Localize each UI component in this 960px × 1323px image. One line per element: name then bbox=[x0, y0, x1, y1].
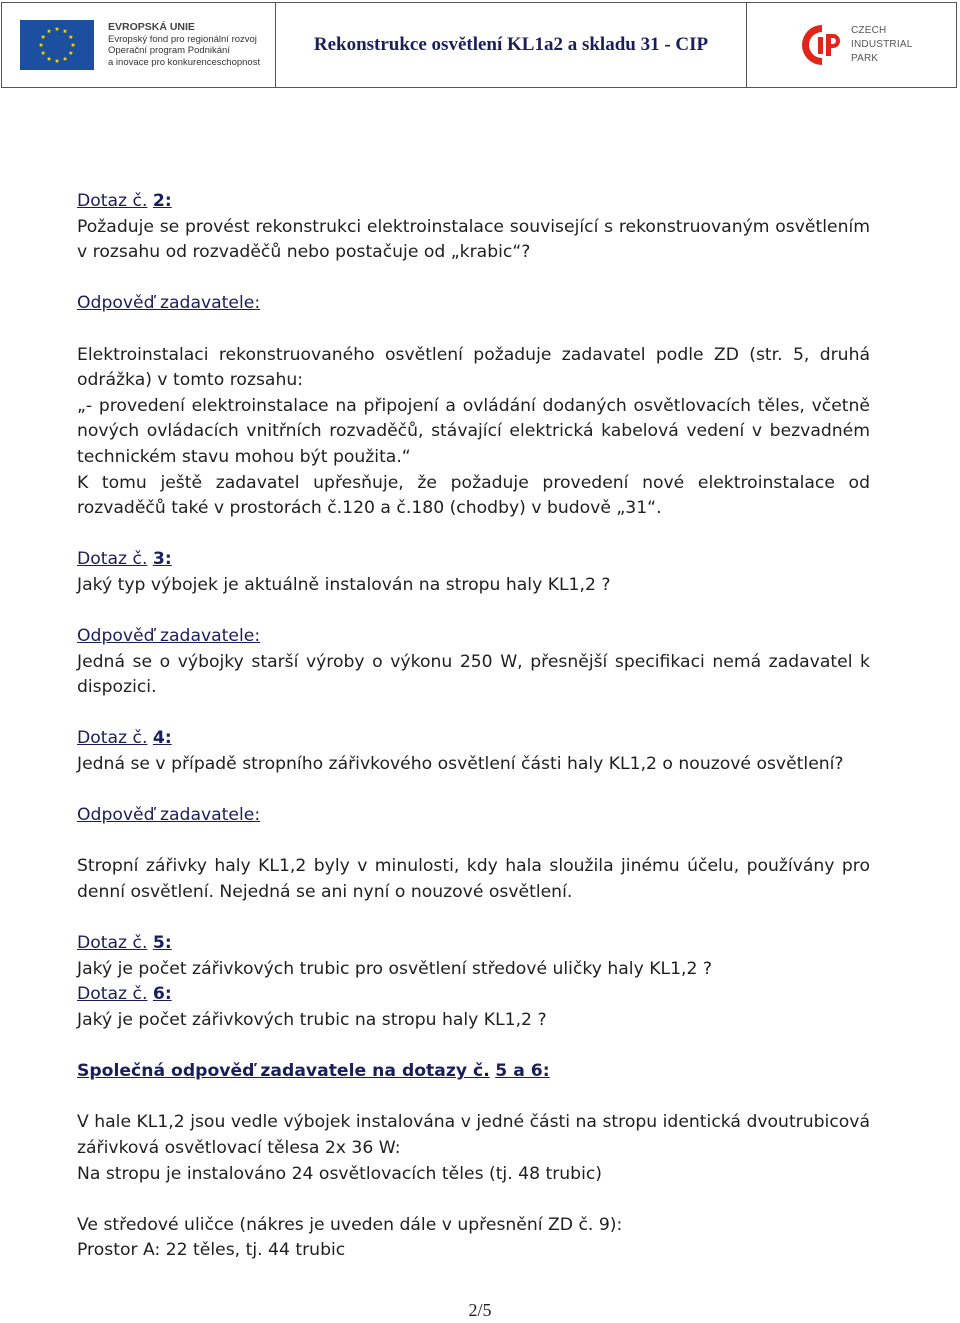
joint-answer-heading bbox=[77, 1059, 870, 1085]
cip-logo-text bbox=[851, 24, 912, 66]
page-header bbox=[1, 2, 957, 88]
eu-star-icon bbox=[63, 29, 68, 34]
joint-answer-numbers: 5 a 6: bbox=[495, 1061, 550, 1082]
eu-star-icon bbox=[55, 27, 60, 32]
question-5-heading bbox=[77, 931, 870, 957]
answer-2-paragraph-2: „- provedení elektroinstalace na připojení a ovládání dodaných osvětlovacích těles, včetně nových ovládacích vnitřních rozvaděčů, stávající elektrická kabelová vedení v bezvadném technickém stavu mohou být použita.“ bbox=[77, 395, 870, 467]
cip-logo-line3: PARK bbox=[851, 53, 879, 64]
eu-star-icon bbox=[63, 56, 68, 61]
eu-logo-line1: EVROPSKÁ UNIE bbox=[108, 21, 195, 33]
question-3-text: Jaký typ výbojek je aktuálně instalován na stropu haly KL1,2 ? bbox=[77, 574, 611, 595]
cip-logo-line1: CZECH bbox=[851, 25, 887, 36]
joint-answer-paragraph-1: V hale KL1,2 jsou vedle výbojek instalována v jedné části na stropu identická dvoutrubicová zářivková osvětlovací tělesa 2x 36 W: bbox=[77, 1112, 870, 1158]
document-body bbox=[77, 189, 870, 1264]
cip-logo-icon bbox=[797, 20, 847, 70]
answer-2-heading bbox=[77, 291, 870, 317]
question-label: Dotaz č. bbox=[77, 549, 148, 570]
question-4-heading bbox=[77, 726, 870, 752]
answer-label: Odpověď zadavatele: bbox=[77, 805, 261, 826]
joint-answer-paragraph-3: Ve středové uličce (nákres je uveden dále v upřesnění ZD č. 9): bbox=[77, 1214, 623, 1235]
eu-logo-line4: a inovace pro konkurenceschopnost bbox=[108, 56, 261, 68]
answer-4-text: Stropní zářivky haly KL1,2 byly v minulosti, kdy hala sloužila jinému účelu, používány pro denní osvětlení. Nejedná se ani nyní o nouzové osvětlení. bbox=[77, 856, 870, 903]
question-2-text: Požaduje se provést rekonstrukci elektroinstalace související s rekonstruovaným osvětlením v rozsahu od rozvaděčů nebo postačuje od „krabic“? bbox=[77, 216, 870, 263]
eu-logo-line2: Evropský fond pro regionální rozvoj bbox=[108, 33, 257, 45]
eu-star-icon bbox=[41, 35, 46, 40]
question-number: 6: bbox=[152, 984, 172, 1005]
header-title-cell bbox=[276, 3, 747, 87]
answer-4-heading bbox=[77, 803, 870, 829]
eu-star-icon bbox=[47, 56, 52, 61]
question-4-text: Jedná se v případě stropního zářivkového osvětlení části haly KL1,2 o nouzové osvětlení? bbox=[77, 754, 844, 775]
eu-star-icon bbox=[47, 29, 52, 34]
eu-logo bbox=[2, 3, 276, 87]
eu-logo-line3: Operační program Podnikání bbox=[108, 45, 230, 56]
eu-star-icon bbox=[55, 59, 60, 64]
eu-star-icon bbox=[68, 51, 73, 56]
eu-star-icon bbox=[39, 43, 44, 48]
joint-answer-paragraph-4: Prostor A: 22 těles, tj. 44 trubic bbox=[77, 1240, 346, 1261]
question-6-text: Jaký je počet zářivkových trubic na stropu haly KL1,2 ? bbox=[77, 1010, 547, 1030]
question-label: Dotaz č. bbox=[77, 933, 148, 954]
question-5-text: Jaký je počet zářivkových trubic pro osvětlení středové uličky haly KL1,2 ? bbox=[77, 958, 712, 979]
question-number: 4: bbox=[152, 728, 172, 749]
answer-label: Odpověď zadavatele: bbox=[77, 626, 261, 647]
joint-answer-label: Společná odpověď zadavatele na dotazy č. bbox=[77, 1061, 490, 1082]
document-title: Rekonstrukce osvětlení KL1a2 a skladu 31 - CIP bbox=[313, 34, 709, 55]
answer-2-paragraph-3: K tomu ještě zadavatel upřesňuje, že požaduje provedení nové elektroinstalace od rozvaděčů také v prostorách č.120 a č.180 (chodby) v budově „31“. bbox=[77, 472, 870, 519]
answer-3-heading bbox=[77, 624, 870, 650]
answer-label: Odpověď zadavatele: bbox=[77, 293, 261, 314]
eu-star-icon bbox=[71, 43, 76, 48]
question-2-heading bbox=[77, 189, 870, 215]
question-3-heading bbox=[77, 547, 870, 573]
joint-answer-paragraph-2: Na stropu je instalováno 24 osvětlovacích těles (tj. 48 trubic) bbox=[77, 1163, 603, 1184]
eu-star-icon bbox=[41, 51, 46, 56]
question-label: Dotaz č. bbox=[77, 728, 148, 749]
question-6-heading bbox=[77, 982, 870, 1008]
answer-3-text: Jedná se o výbojky starší výroby o výkonu 250 W, přesnější specifikaci nemá zadavatel k dispozici. bbox=[77, 651, 870, 698]
question-number: 3: bbox=[152, 549, 172, 570]
question-number: 5: bbox=[152, 933, 172, 954]
eu-logo-text bbox=[108, 22, 260, 68]
eu-star-icon bbox=[68, 35, 73, 40]
page-number: 2/5 bbox=[468, 1300, 492, 1320]
question-label: Dotaz č. bbox=[77, 191, 148, 211]
answer-2-paragraph-1: Elektroinstalaci rekonstruovaného osvětlení požaduje zadavatel podle ZD (str. 5, druhá odrážka) v tomto rozsahu: bbox=[77, 344, 870, 391]
cip-logo bbox=[747, 3, 956, 87]
eu-flag-icon bbox=[20, 20, 94, 70]
question-label: Dotaz č. bbox=[77, 984, 148, 1005]
question-number: 2: bbox=[152, 191, 172, 211]
cip-logo-line2: INDUSTRIAL bbox=[851, 39, 913, 50]
